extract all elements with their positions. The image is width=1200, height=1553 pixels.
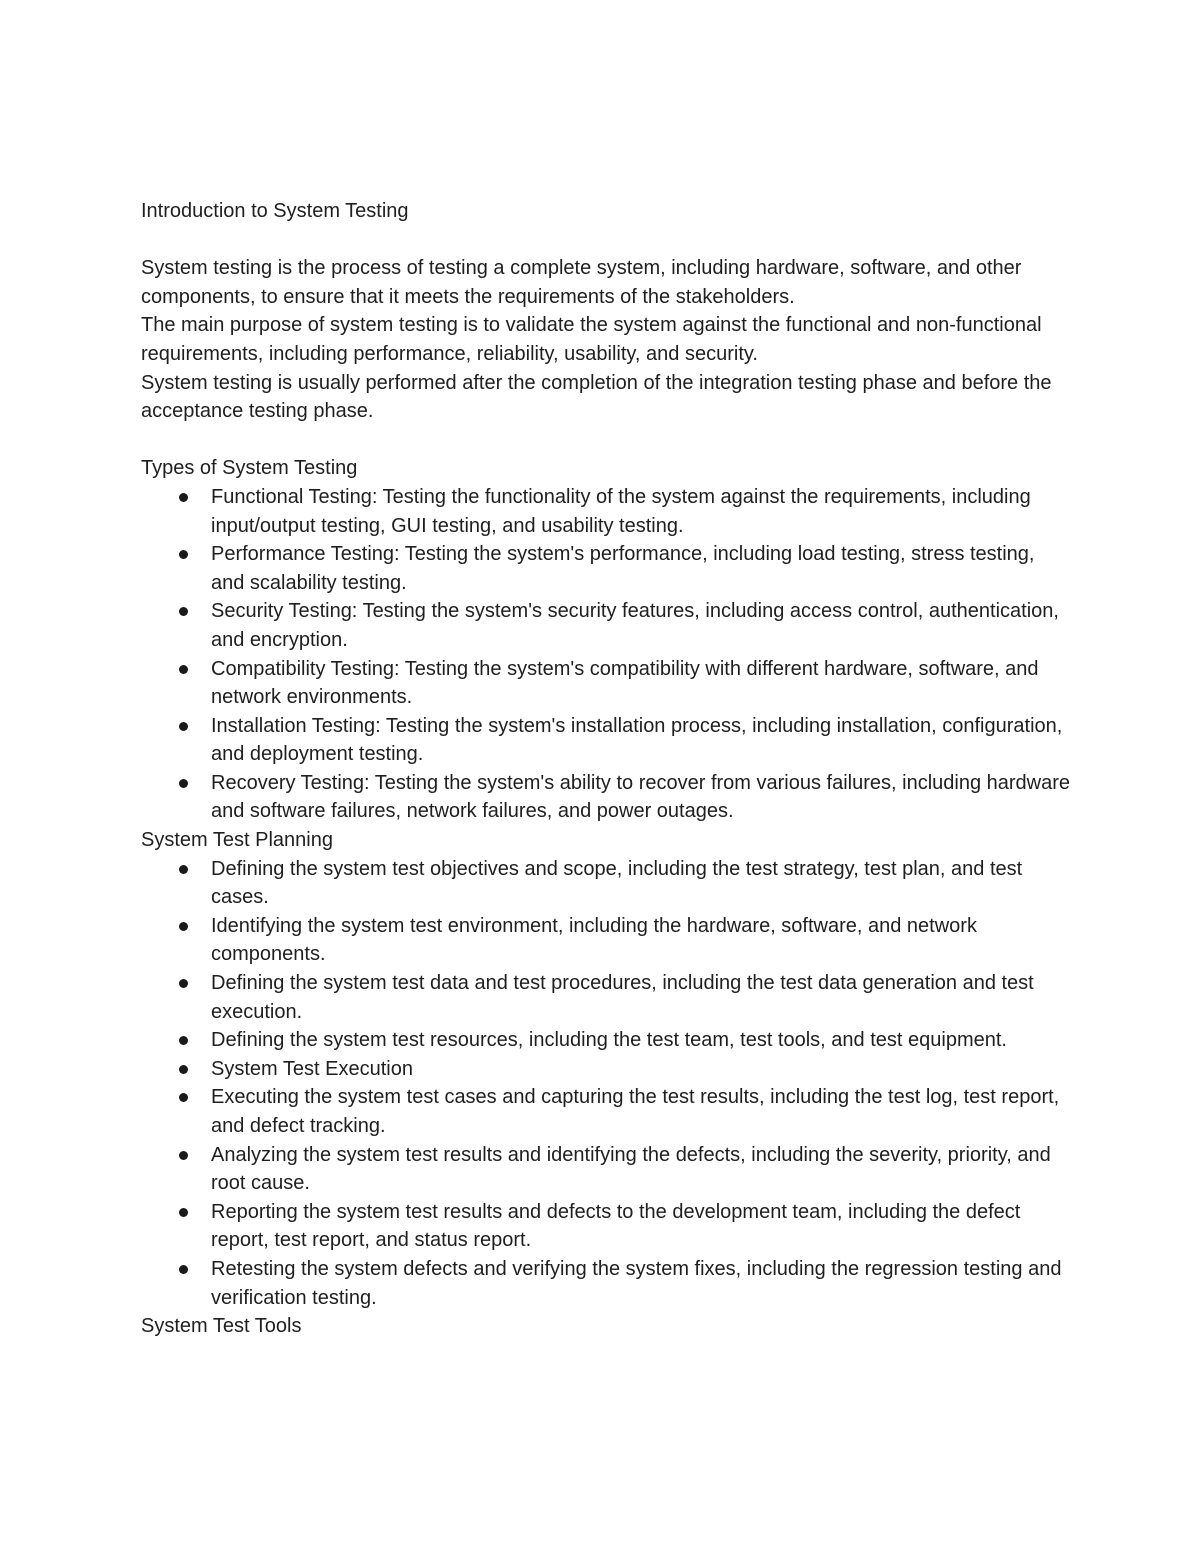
blank-line: [141, 426, 1071, 455]
list-item: [141, 1026, 1071, 1055]
list-item-text: Performance Testing: Testing the system's performance, including load testing, stress testing, and scalability testing.: [211, 543, 1035, 594]
list-item: [141, 1141, 1071, 1198]
list-item-text: Identifying the system test environment, including the hardware, software, and network components.: [211, 914, 977, 966]
document-page: [141, 197, 1071, 1341]
list-item: [141, 597, 1071, 654]
bullet-icon: [179, 665, 188, 674]
bullet-icon: [179, 493, 188, 502]
intro-paragraph: The main purpose of system testing is to validate the system against the functional and non-functional requirements, including performance, reliability, usability, and security.: [141, 314, 1042, 365]
bullet-icon: [179, 1265, 188, 1274]
list-item-text: Recovery Testing: Testing the system's ability to recover from various failures, including hardware and software failures, network failures, and power outages.: [211, 771, 1071, 823]
intro-paragraph: System testing is the process of testing a complete system, including hardware, software, and other components, to ensure that it meets the requirements of the stakeholders.: [141, 257, 1022, 308]
bullet-icon: [179, 722, 188, 731]
document-title: Introduction to System Testing: [141, 200, 409, 222]
list-item: [141, 1055, 1071, 1084]
list-item-text: System Test Execution: [211, 1057, 413, 1080]
list-item: [141, 712, 1071, 769]
bullet-icon: [179, 922, 188, 931]
section-heading-tools: System Test Tools: [141, 1315, 302, 1338]
list-item-text: Reporting the system test results and defects to the development team, including the defect report, test report, and status report.: [211, 1200, 1021, 1252]
bullet-icon: [179, 865, 188, 874]
bullet-icon: [179, 979, 188, 988]
list-item-text: Defining the system test resources, including the test team, test tools, and test equipment.: [211, 1029, 1007, 1052]
bullet-icon: [179, 1093, 188, 1102]
list-item: [141, 769, 1071, 826]
bullet-icon: [179, 1151, 188, 1160]
planning-list: [141, 855, 1071, 1313]
list-item: [141, 912, 1071, 969]
list-item-text: Security Testing: Testing the system's security features, including access control, authentication, and encryption.: [211, 600, 1059, 651]
section-heading-planning: System Test Planning: [141, 829, 333, 852]
list-item-text: Executing the system test cases and capturing the test results, including the test log, test report, and defect tracking.: [211, 1086, 1060, 1137]
list-item-text: Defining the system test data and test procedures, including the test data generation and test execution.: [211, 972, 1034, 1023]
list-item-text: Compatibility Testing: Testing the system's compatibility with different hardware, software, and network environments.: [211, 657, 1039, 709]
types-list: [141, 483, 1071, 826]
list-item: [141, 655, 1071, 712]
list-item: [141, 1255, 1071, 1312]
list-item-text: Analyzing the system test results and identifying the defects, including the severity, priority, and root cause.: [211, 1143, 1051, 1195]
list-item: [141, 1083, 1071, 1140]
list-item: [141, 483, 1071, 540]
list-item-text: Functional Testing: Testing the functionality of the system against the requirements, including input/output testing, GUI testing, and usability testing.: [211, 485, 1031, 537]
list-item: [141, 855, 1071, 912]
bullet-icon: [179, 1208, 188, 1217]
list-item-text: Installation Testing: Testing the system's installation process, including installation, configuration, and deployment testing.: [211, 714, 1063, 766]
list-item: [141, 1198, 1071, 1255]
bullet-icon: [179, 607, 188, 616]
section-heading-types: Types of System Testing: [141, 457, 358, 480]
bullet-icon: [179, 1036, 188, 1045]
list-item-text: Retesting the system defects and verifying the system fixes, including the regression testing and verification testing.: [211, 1257, 1062, 1309]
bullet-icon: [179, 779, 188, 788]
bullet-icon: [179, 1065, 188, 1074]
list-item: [141, 540, 1071, 597]
intro-paragraph: System testing is usually performed after the completion of the integration testing phase and before the acceptance testing phase.: [141, 371, 1052, 423]
bullet-icon: [179, 550, 188, 559]
blank-line: [141, 226, 1071, 255]
list-item-text: Defining the system test objectives and scope, including the test strategy, test plan, and test cases.: [211, 857, 1023, 909]
list-item: [141, 969, 1071, 1026]
